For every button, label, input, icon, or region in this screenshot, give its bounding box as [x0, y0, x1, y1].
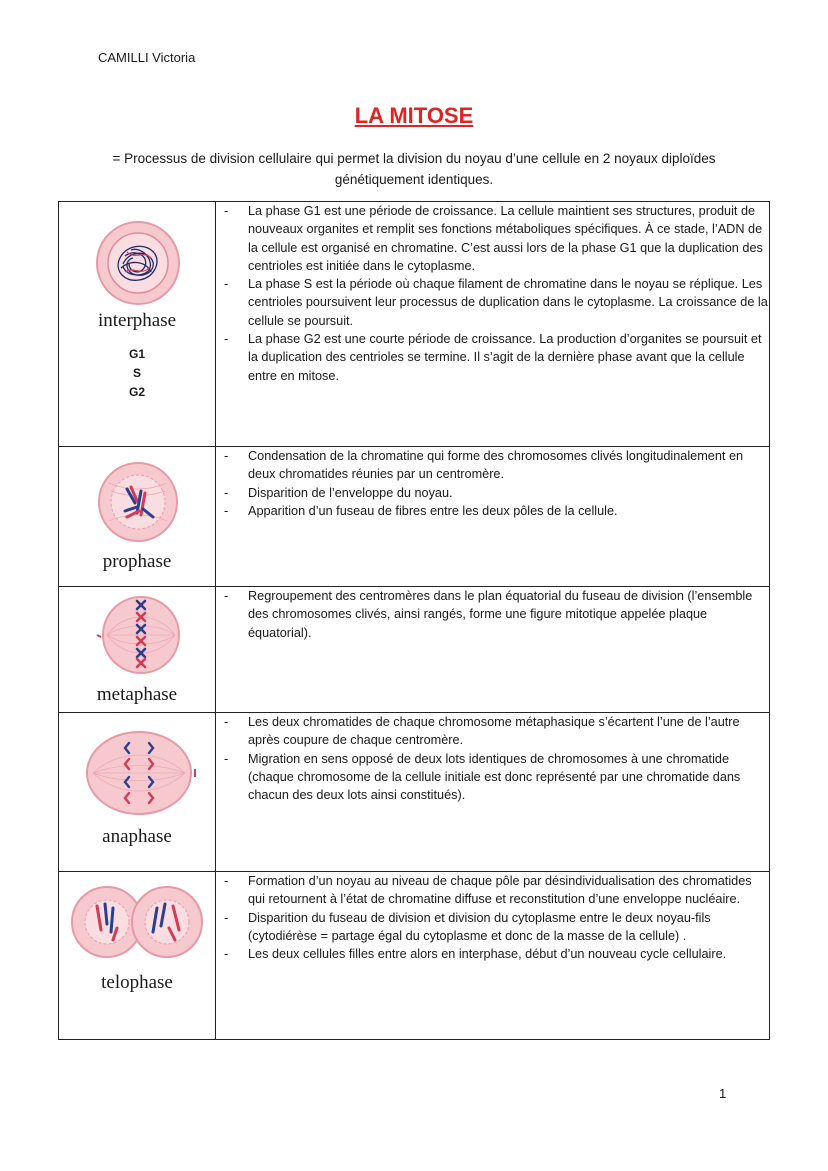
interphase-subphases — [59, 345, 215, 402]
phase-name-prophase: prophase — [102, 551, 172, 572]
phase-row-telophase — [59, 872, 770, 1040]
phase-description-cell — [216, 587, 770, 713]
subphase-label: G1 — [128, 347, 145, 361]
description-item: - Les deux cellules filles entre alors en interphase, début d’un nouveau cycle cellulaire. — [216, 945, 769, 963]
phase-description-list — [216, 447, 769, 520]
interphase-cell-icon — [95, 220, 181, 306]
phase-name-anaphase: anaphase — [102, 826, 172, 847]
prophase-cell-icon — [97, 461, 179, 543]
intro-definition: = Processus de division cellulaire qui permet la division du noyau d’une cellule en 2 noyaux diploïdes génétiquement identiques. — [112, 151, 716, 187]
phase-description-cell — [216, 713, 770, 872]
phase-description-cell — [216, 872, 770, 1040]
phase-description-list — [216, 202, 769, 385]
phase-illustration-cell — [59, 447, 216, 587]
description-item: - La phase G2 est une courte période de croissance. La production d’organites se poursuit et la duplication des centrioles se termine. Il s’agit de la dernière phase avant que la cellule entre en mitose. — [216, 330, 769, 385]
description-item: - Formation d’un noyau au niveau de chaque pôle par désindividualisation des chromatides qui retournent à l’état de chromatine diffuse et reconstitution d’une enveloppe nucléaire. — [216, 872, 769, 909]
phase-description-list — [216, 713, 769, 804]
author-name: CAMILLI Victoria — [98, 50, 196, 65]
telophase-cell-icon — [69, 884, 205, 960]
description-item: - Migration en sens opposé de deux lots identiques de chromosomes à une chromatide (chaque chromosome de la cellule initiale est donc représenté par une chromatide dans chacun des deux lots ainsi constitués). — [216, 750, 769, 805]
phase-description-list — [216, 872, 769, 963]
phase-illustration-cell — [59, 713, 216, 872]
subphase-label: S — [132, 366, 141, 380]
phase-illustration-cell — [59, 587, 216, 713]
page-title: LA MITOSE — [354, 103, 474, 128]
metaphase-cell-icon — [95, 595, 183, 675]
phase-name-telophase: telophase — [101, 972, 173, 993]
description-item: - La phase S est la période où chaque filament de chromatine dans le noyau se réplique. Les centrioles poursuivent leur processus de duplication dans le cytoplasme. La croissance de la cellule se poursuit. — [216, 275, 769, 330]
description-item: - Apparition d’un fuseau de fibres entre les deux pôles de la cellule. — [216, 502, 769, 520]
phase-row-metaphase — [59, 587, 770, 713]
mitosis-phases-table — [58, 201, 770, 1040]
phase-description-list — [216, 587, 769, 642]
phase-row-prophase — [59, 447, 770, 587]
phase-name-metaphase: metaphase — [96, 684, 178, 705]
description-item: - La phase G1 est une période de croissance. La cellule maintient ses structures, produit de nouveaux organites et remplit ses fonctions métaboliques spécifiques. À ce stade, l’ADN de la cellule est organisé en chromatine. C’est aussi lors de la phase G1 que la duplication des centrioles est initiée dans le cytoplasme. — [216, 202, 769, 275]
phase-row-interphase — [59, 202, 770, 447]
anaphase-cell-icon — [83, 729, 199, 817]
page-number: 1 — [719, 1086, 727, 1101]
phase-row-anaphase — [59, 713, 770, 872]
description-item: - Les deux chromatides de chaque chromosome métaphasique s’écartent l’une de l’autre après coupure de chaque centromère. — [216, 713, 769, 750]
description-item: - Disparition du fuseau de division et division du cytoplasme entre le deux noyau-fils (cytodiérèse = partage égal du cytoplasme et donc de la masse de la cellule) . — [216, 909, 769, 946]
description-item: - Disparition de l’enveloppe du noyau. — [216, 484, 769, 502]
description-item: - Condensation de la chromatine qui forme des chromosomes clivés longitudinalement en deux chromatides réunies par un centromère. — [216, 447, 769, 484]
phase-name-interphase: interphase — [97, 310, 177, 331]
phase-illustration-cell — [59, 872, 216, 1040]
description-item: - Regroupement des centromères dans le plan équatorial du fuseau de division (l’ensemble des chromosomes clivés, ainsi rangés, forme une figure mitotique appelée plaque équatorial). — [216, 587, 769, 642]
phase-illustration-cell — [59, 202, 216, 447]
phase-description-cell — [216, 202, 770, 447]
subphase-label: G2 — [128, 385, 145, 399]
phase-description-cell — [216, 447, 770, 587]
